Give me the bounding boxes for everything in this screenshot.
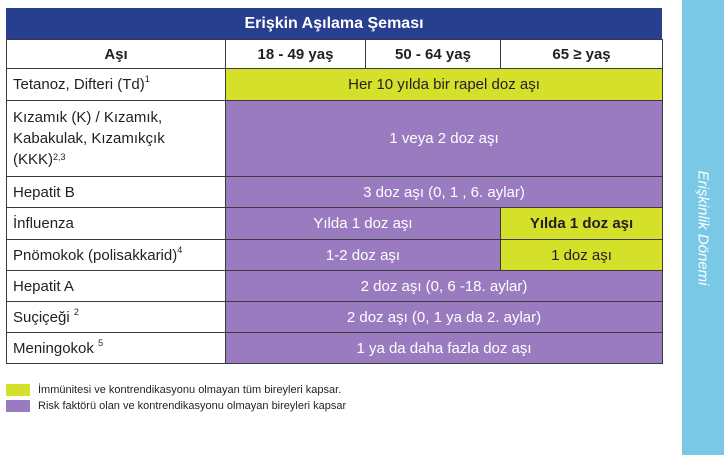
row-label — [7, 69, 226, 101]
row-label-text: Kabakulak, Kızamıkçık — [13, 130, 165, 147]
header-age-18-49: 18 - 49 yaş — [226, 40, 366, 69]
legend-text: İmmünitesi ve kontrendikasyonu olmayan tüm bireyleri kapsar. — [38, 384, 342, 396]
row-label — [7, 302, 226, 333]
footnote-marker: 2 — [73, 306, 79, 317]
dose-cell: Yılda 1 doz aşı — [226, 208, 501, 240]
dose-cell: 1 veya 2 doz aşı — [226, 101, 663, 177]
row-label — [7, 240, 226, 271]
footnote-marker: 1 — [144, 74, 150, 84]
table-row — [7, 271, 663, 302]
schedule-table — [6, 39, 663, 364]
row-label: İnfluenza — [7, 208, 226, 240]
row-label: Hepatit B — [7, 177, 226, 208]
header-vaccine: Aşı — [7, 40, 226, 69]
table-row — [7, 69, 663, 101]
side-tab — [682, 0, 724, 455]
side-tab-label: Erişkinlik Dönemi — [694, 169, 712, 286]
dose-cell: 2 doz aşı (0, 6 -18. aylar) — [226, 271, 663, 302]
header-age-50-64: 50 - 64 yaş — [366, 40, 501, 69]
legend-swatch-purple — [6, 400, 30, 412]
row-label-text: Pnömokok (polisakkarid) — [13, 246, 178, 264]
table-row — [7, 302, 663, 333]
table-row — [7, 101, 663, 177]
footnote-marker: 5 — [98, 337, 104, 348]
header-age-65-plus: 65 ≥ yaş — [501, 40, 663, 69]
dose-cell: 1 ya da daha fazla doz aşı — [226, 333, 663, 364]
dose-cell-65: Yılda 1 doz aşı — [501, 208, 663, 240]
dose-cell: 2 doz aşı (0, 1 ya da 2. aylar) — [226, 302, 663, 333]
legend — [6, 382, 346, 414]
table-row — [7, 208, 663, 240]
dose-cell: Her 10 yılda bir rapel doz aşı — [226, 69, 663, 101]
header-row — [7, 40, 663, 69]
table-row — [7, 333, 663, 364]
row-label-text: (KKK) — [13, 151, 54, 168]
legend-text: Risk faktörü olan ve kontrendikasyonu olmayan bireyleri kapsar — [38, 400, 347, 412]
row-label — [7, 101, 226, 177]
row-label: Hepatit A — [7, 271, 226, 302]
row-label-text: Meningokok — [13, 339, 94, 357]
row-label-text: Tetanoz, Difteri (Td) — [13, 76, 145, 93]
vaccination-table — [6, 8, 662, 364]
legend-item — [6, 398, 346, 414]
row-label-text: Kızamık (K) / Kızamık, — [13, 109, 163, 126]
table-title: Erişkin Aşılama Şeması — [6, 8, 662, 39]
footnote-marker: 2,3 — [53, 152, 66, 162]
table-row — [7, 177, 663, 208]
footnote-marker: 4 — [177, 244, 183, 255]
table-row — [7, 240, 663, 271]
row-label — [7, 333, 226, 364]
dose-cell: 1-2 doz aşı — [226, 240, 501, 271]
dose-cell-65: 1 doz aşı — [501, 240, 663, 271]
row-label-text: Suçiçeği — [13, 308, 70, 326]
dose-cell: 3 doz aşı (0, 1 , 6. aylar) — [226, 177, 663, 208]
legend-item — [6, 382, 346, 398]
legend-swatch-yellow — [6, 384, 30, 396]
